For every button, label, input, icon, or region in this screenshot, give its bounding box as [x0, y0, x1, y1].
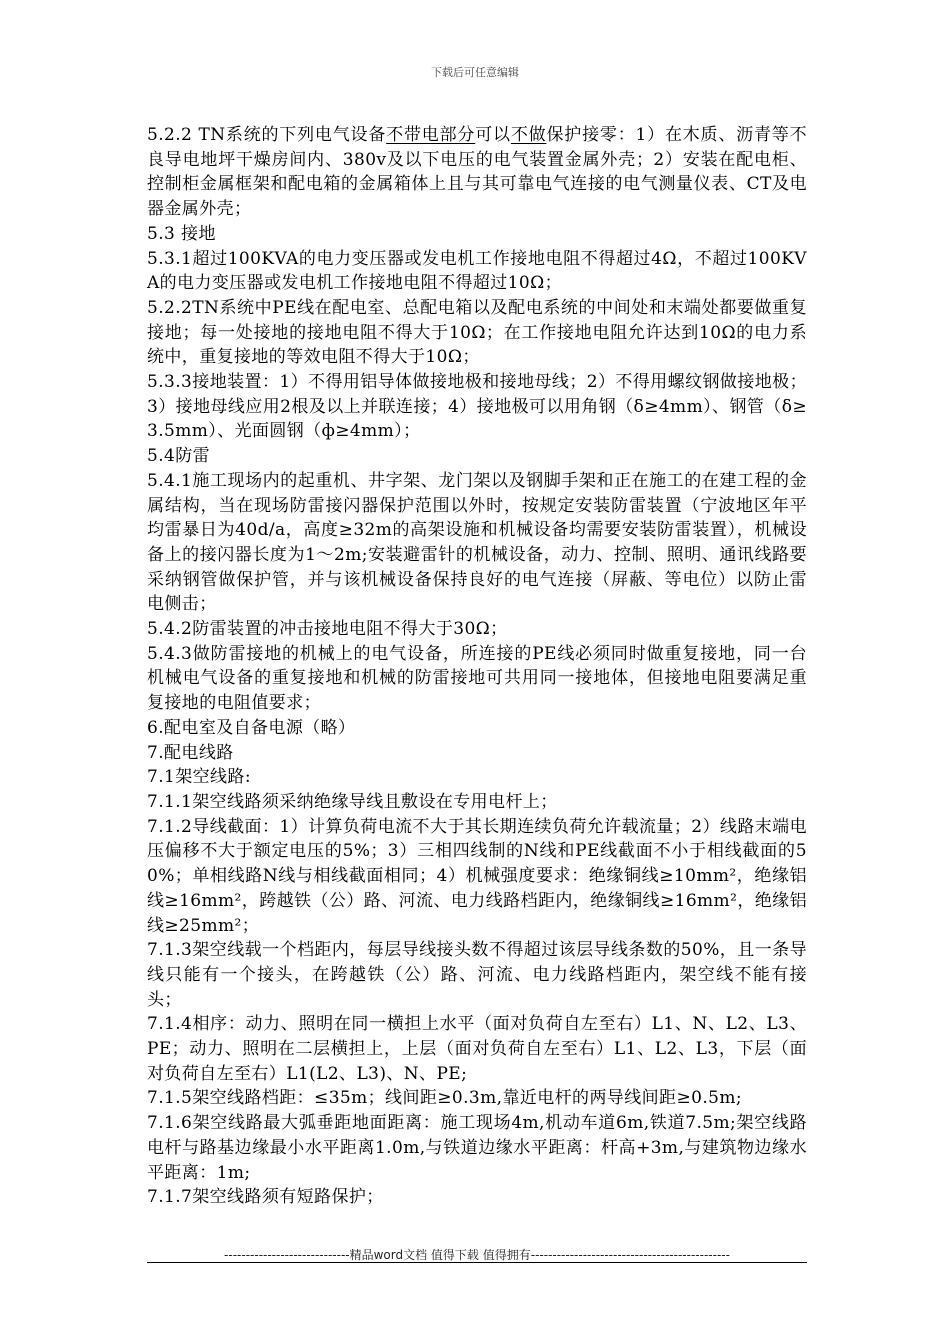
paragraph	[147, 1012, 807, 1086]
paragraph-text: 7.配电线路	[147, 742, 234, 763]
paragraph	[147, 938, 807, 1012]
paragraph	[147, 222, 807, 247]
paragraph	[147, 444, 807, 469]
paragraph-text: 7.1.3架空线载一个档距内，每层导线接头数不得超过该层导线条数的50%，且一条导线只能有一个接头，在跨越铁（公）路、河流、电力线路档距内，架空线不能有接头；	[147, 940, 807, 1010]
paragraph-text: 5.3 接地	[147, 223, 216, 244]
paragraph-text: 7.1.4相序：动力、照明在同一横担上水平（面对负荷自左至右）L1、N、L2、L3、PE；动力、照明在二层横担上，上层（面对负荷自左至右）L1、L2、L3，下层（面对负荷自左至右）L1(L2、L3)、N、PE;	[147, 1014, 807, 1084]
paragraph	[147, 1185, 807, 1210]
document-body	[147, 123, 807, 1210]
paragraph	[147, 1111, 807, 1185]
paragraph	[147, 741, 807, 766]
paragraph-text: 7.1架空线路:	[147, 767, 251, 788]
paragraph-text: 7.1.1架空线路须采纳绝缘导线且敷设在专用电杆上；	[147, 791, 558, 812]
page-header: 下载后可任意编辑	[431, 66, 519, 79]
paragraph-text: 5.4防雷	[147, 446, 211, 467]
paragraph-text: 保护接零：1）在木质、沥青等不良导电地坪干燥房间内、380v及以下电压的电气装置金属外壳；2）安装在配电柜、控制柜金属框架和配电箱的金属箱体上且与其可靠电气连接的电气测量仪表、CT及电器金属外壳；	[147, 125, 807, 220]
paragraph-text: 5.4.2防雷装置的冲击接地电阻不得大于30Ω；	[147, 619, 508, 640]
paragraph-text: 5.3.1超过100KVA的电力变压器或发电机工作接地电阻不得超过4Ω，不超过100KVA的电力变压器或发电机工作接地电阻不得超过10Ω；	[147, 248, 807, 294]
paragraph	[147, 123, 807, 222]
paragraph	[147, 642, 807, 716]
paragraph-text: 5.4.3做防雷接地的机械上的电气设备，所连接的PE线必须同时做重复接地，同一台机械电气设备的重复接地和机械的防雷接地可共用同一接地体，但接地电阻要满足重复接地的电阻值要求；	[147, 643, 807, 714]
paragraph	[147, 716, 807, 741]
paragraph-text: 7.1.6架空线路最大弧垂距地面距离：施工现场4m,机动车道6m,铁道7.5m;架空线路电杆与路基边缘最小水平距离1.0m,与铁道边缘水平距离：杆高+3m,与建筑物边缘水平距离：1m;	[147, 1113, 807, 1183]
page-footer: -----------------------------精品word文档 值得下载 值得拥有----------------------------------------------	[224, 1248, 730, 1262]
underlined-text: 不带电部分	[386, 125, 476, 145]
paragraph-text: 6.配电室及自备电源（略）	[147, 717, 356, 738]
paragraph	[147, 1086, 807, 1111]
paragraph-text: 5.2.2 TN系统的下列电气设备	[147, 125, 387, 145]
paragraph-text: 7.1.7架空线路须有短路保护；	[147, 1187, 384, 1208]
paragraph	[147, 296, 807, 370]
paragraph	[147, 790, 807, 815]
paragraph-text: 5.3.3接地装置：1）不得用铝导体做接地极和接地母线；2）不得用螺纹钢做接地极；3）接地母线应用2根及以上并联连接；4）接地极可以用角钢（δ≥4mm）、钢管（δ≥3.5mm）、光面圆钢（ф≥4mm）；	[147, 372, 807, 442]
paragraph	[147, 617, 807, 642]
paragraph	[147, 247, 807, 296]
paragraph-text: 7.1.2导线截面：1）计算负荷电流不大于其长期连续负荷允许载流量；2）线路末端电压偏移不大于额定电压的5%；3）三相四线制的N线和PE线截面不小于相线截面的50%；单相线路N线与相线截面相同；4）机械强度要求：绝缘铜线≥10mm²，绝缘铝线≥16mm²，跨越铁（公）路、河流、电力线路档距内，绝缘铜线≥16mm²，绝缘铝线≥25mm²；	[147, 816, 807, 936]
paragraph	[147, 469, 807, 617]
paragraph-text: 5.2.2TN系统中PE线在配电室、总配电箱以及配电系统的中间处和末端处都要做重复接地；每一处接地的接地电阻不得大于10Ω；在工作接地电阻允许达到10Ω的电力系统中，重复接地的等效电阻不得大于10Ω；	[147, 297, 807, 368]
underlined-text: 不做	[510, 125, 547, 145]
paragraph-text: 7.1.5架空线路档距：≤35m；线间距≥0.3m,靠近电杆的两导线间距≥0.5m;	[147, 1088, 742, 1109]
paragraph	[147, 370, 807, 444]
paragraph-text: 5.4.1施工现场内的起重机、井字架、龙门架以及钢脚手架和正在施工的在建工程的金属结构，当在现场防雷接闪器保护范围以外时，按规定安装防雷装置（宁波地区年平均雷暴日为40d/a，高度≥32m的高架设施和机械设备均需要安装防雷装置），机械设备上的接闪器长度为1～2m;安装避雷针的机械设备，动力、控制、照明、通讯线路要采纳钢管做保护管，并与该机械设备保持良好的电气连接（屏蔽、等电位）以防止雷电侧击；	[147, 470, 807, 615]
footer-rule	[147, 1262, 807, 1263]
paragraph	[147, 765, 807, 790]
paragraph-text: 可以	[475, 125, 511, 145]
paragraph	[147, 815, 807, 939]
